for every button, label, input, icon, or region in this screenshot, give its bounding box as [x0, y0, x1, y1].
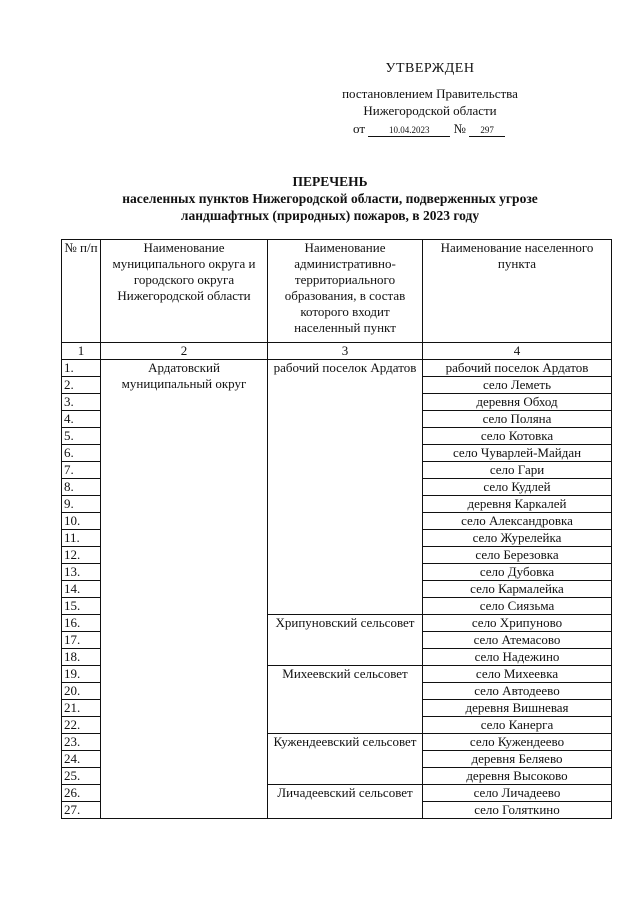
row-number: 21. [62, 700, 101, 717]
row-number: 23. [62, 734, 101, 751]
settlement-cell: деревня Обход [423, 394, 612, 411]
header-number: № п/п [62, 240, 101, 343]
row-number: 14. [62, 581, 101, 598]
settlement-cell: село Хрипуново [423, 615, 612, 632]
date-prefix: от [353, 121, 366, 136]
settlement-cell: село Автодеево [423, 683, 612, 700]
row-number: 10. [62, 513, 101, 530]
settlement-cell: деревня Каркалей [423, 496, 612, 513]
row-number: 27. [62, 802, 101, 819]
settlement-cell: село Канерга [423, 717, 612, 734]
settlement-cell: село Надежино [423, 649, 612, 666]
approval-block [330, 60, 530, 137]
row-number: 18. [62, 649, 101, 666]
row-number: 7. [62, 462, 101, 479]
row-number: 12. [62, 547, 101, 564]
settlement-cell: село Кармалейка [423, 581, 612, 598]
header-municipality: Наименование муниципального округа и городского округа Нижегородской области [101, 240, 268, 343]
settlement-cell: село Чуварлей-Майдан [423, 445, 612, 462]
row-number: 25. [62, 768, 101, 785]
admin-unit-cell: Хрипуновский сельсовет [268, 615, 423, 666]
settlement-cell: село Березовка [423, 547, 612, 564]
title-line-2: населенных пунктов Нижегородской области, подверженных угрозе [122, 191, 538, 206]
settlement-cell: село Леметь [423, 377, 612, 394]
settlement-cell: село Михеевка [423, 666, 612, 683]
admin-unit-cell: Личадеевский сельсовет [268, 785, 423, 819]
row-number: 8. [62, 479, 101, 496]
settlement-cell: село Сиязьма [423, 598, 612, 615]
header-settlement: Наименование населенного пункта [423, 240, 612, 343]
row-number: 2. [62, 377, 101, 394]
title-line-1: ПЕРЕЧЕНЬ [292, 174, 368, 189]
number-sign: № [453, 121, 466, 136]
table-row [62, 360, 612, 377]
row-number: 1. [62, 360, 101, 377]
row-number: 19. [62, 666, 101, 683]
admin-unit-cell: Кужендеевский сельсовет [268, 734, 423, 785]
column-number-row [62, 343, 612, 360]
admin-unit-cell: Михеевский сельсовет [268, 666, 423, 734]
table-header-row [62, 240, 612, 343]
settlement-cell: село Кужендеево [423, 734, 612, 751]
column-number: 2 [101, 343, 268, 360]
row-number: 6. [62, 445, 101, 462]
settlement-cell: рабочий поселок Ардатов [423, 360, 612, 377]
settlements-table [61, 239, 612, 819]
row-number: 16. [62, 615, 101, 632]
row-number: 17. [62, 632, 101, 649]
approval-date-line [330, 120, 530, 137]
settlement-cell: село Дубовка [423, 564, 612, 581]
settlement-cell: село Атемасово [423, 632, 612, 649]
column-number: 1 [62, 343, 101, 360]
row-number: 24. [62, 751, 101, 768]
column-number: 3 [268, 343, 423, 360]
settlement-cell: село Александровка [423, 513, 612, 530]
settlement-cell: село Котовка [423, 428, 612, 445]
row-number: 4. [62, 411, 101, 428]
settlement-cell: село Гари [423, 462, 612, 479]
row-number: 20. [62, 683, 101, 700]
row-number: 13. [62, 564, 101, 581]
row-number: 5. [62, 428, 101, 445]
settlement-cell: село Журелейка [423, 530, 612, 547]
document-title [80, 173, 580, 224]
settlement-cell: село Поляна [423, 411, 612, 428]
row-number: 22. [62, 717, 101, 734]
approval-number: 297 [469, 125, 505, 137]
header-admin-unit: Наименование административно-территориального образования, в состав которого входит населенный пункт [268, 240, 423, 343]
row-number: 15. [62, 598, 101, 615]
approval-line-1: постановлением Правительства [342, 86, 518, 101]
settlement-cell: деревня Вишневая [423, 700, 612, 717]
approval-line-2: Нижегородской области [363, 103, 497, 118]
municipality-cell: Ардатовский муниципальный округ [101, 360, 268, 819]
title-line-3: ландшафтных (природных) пожаров, в 2023 году [180, 208, 480, 223]
approval-heading: УТВЕРЖДЕН [385, 61, 475, 76]
approval-date: 10.04.2023 [368, 125, 450, 137]
settlement-cell: село Личадеево [423, 785, 612, 802]
row-number: 11. [62, 530, 101, 547]
column-number: 4 [423, 343, 612, 360]
settlement-cell: село Голяткино [423, 802, 612, 819]
settlement-cell: деревня Беляево [423, 751, 612, 768]
row-number: 9. [62, 496, 101, 513]
settlement-cell: деревня Высоково [423, 768, 612, 785]
row-number: 3. [62, 394, 101, 411]
row-number: 26. [62, 785, 101, 802]
admin-unit-cell: рабочий поселок Ардатов [268, 360, 423, 615]
settlement-cell: село Кудлей [423, 479, 612, 496]
